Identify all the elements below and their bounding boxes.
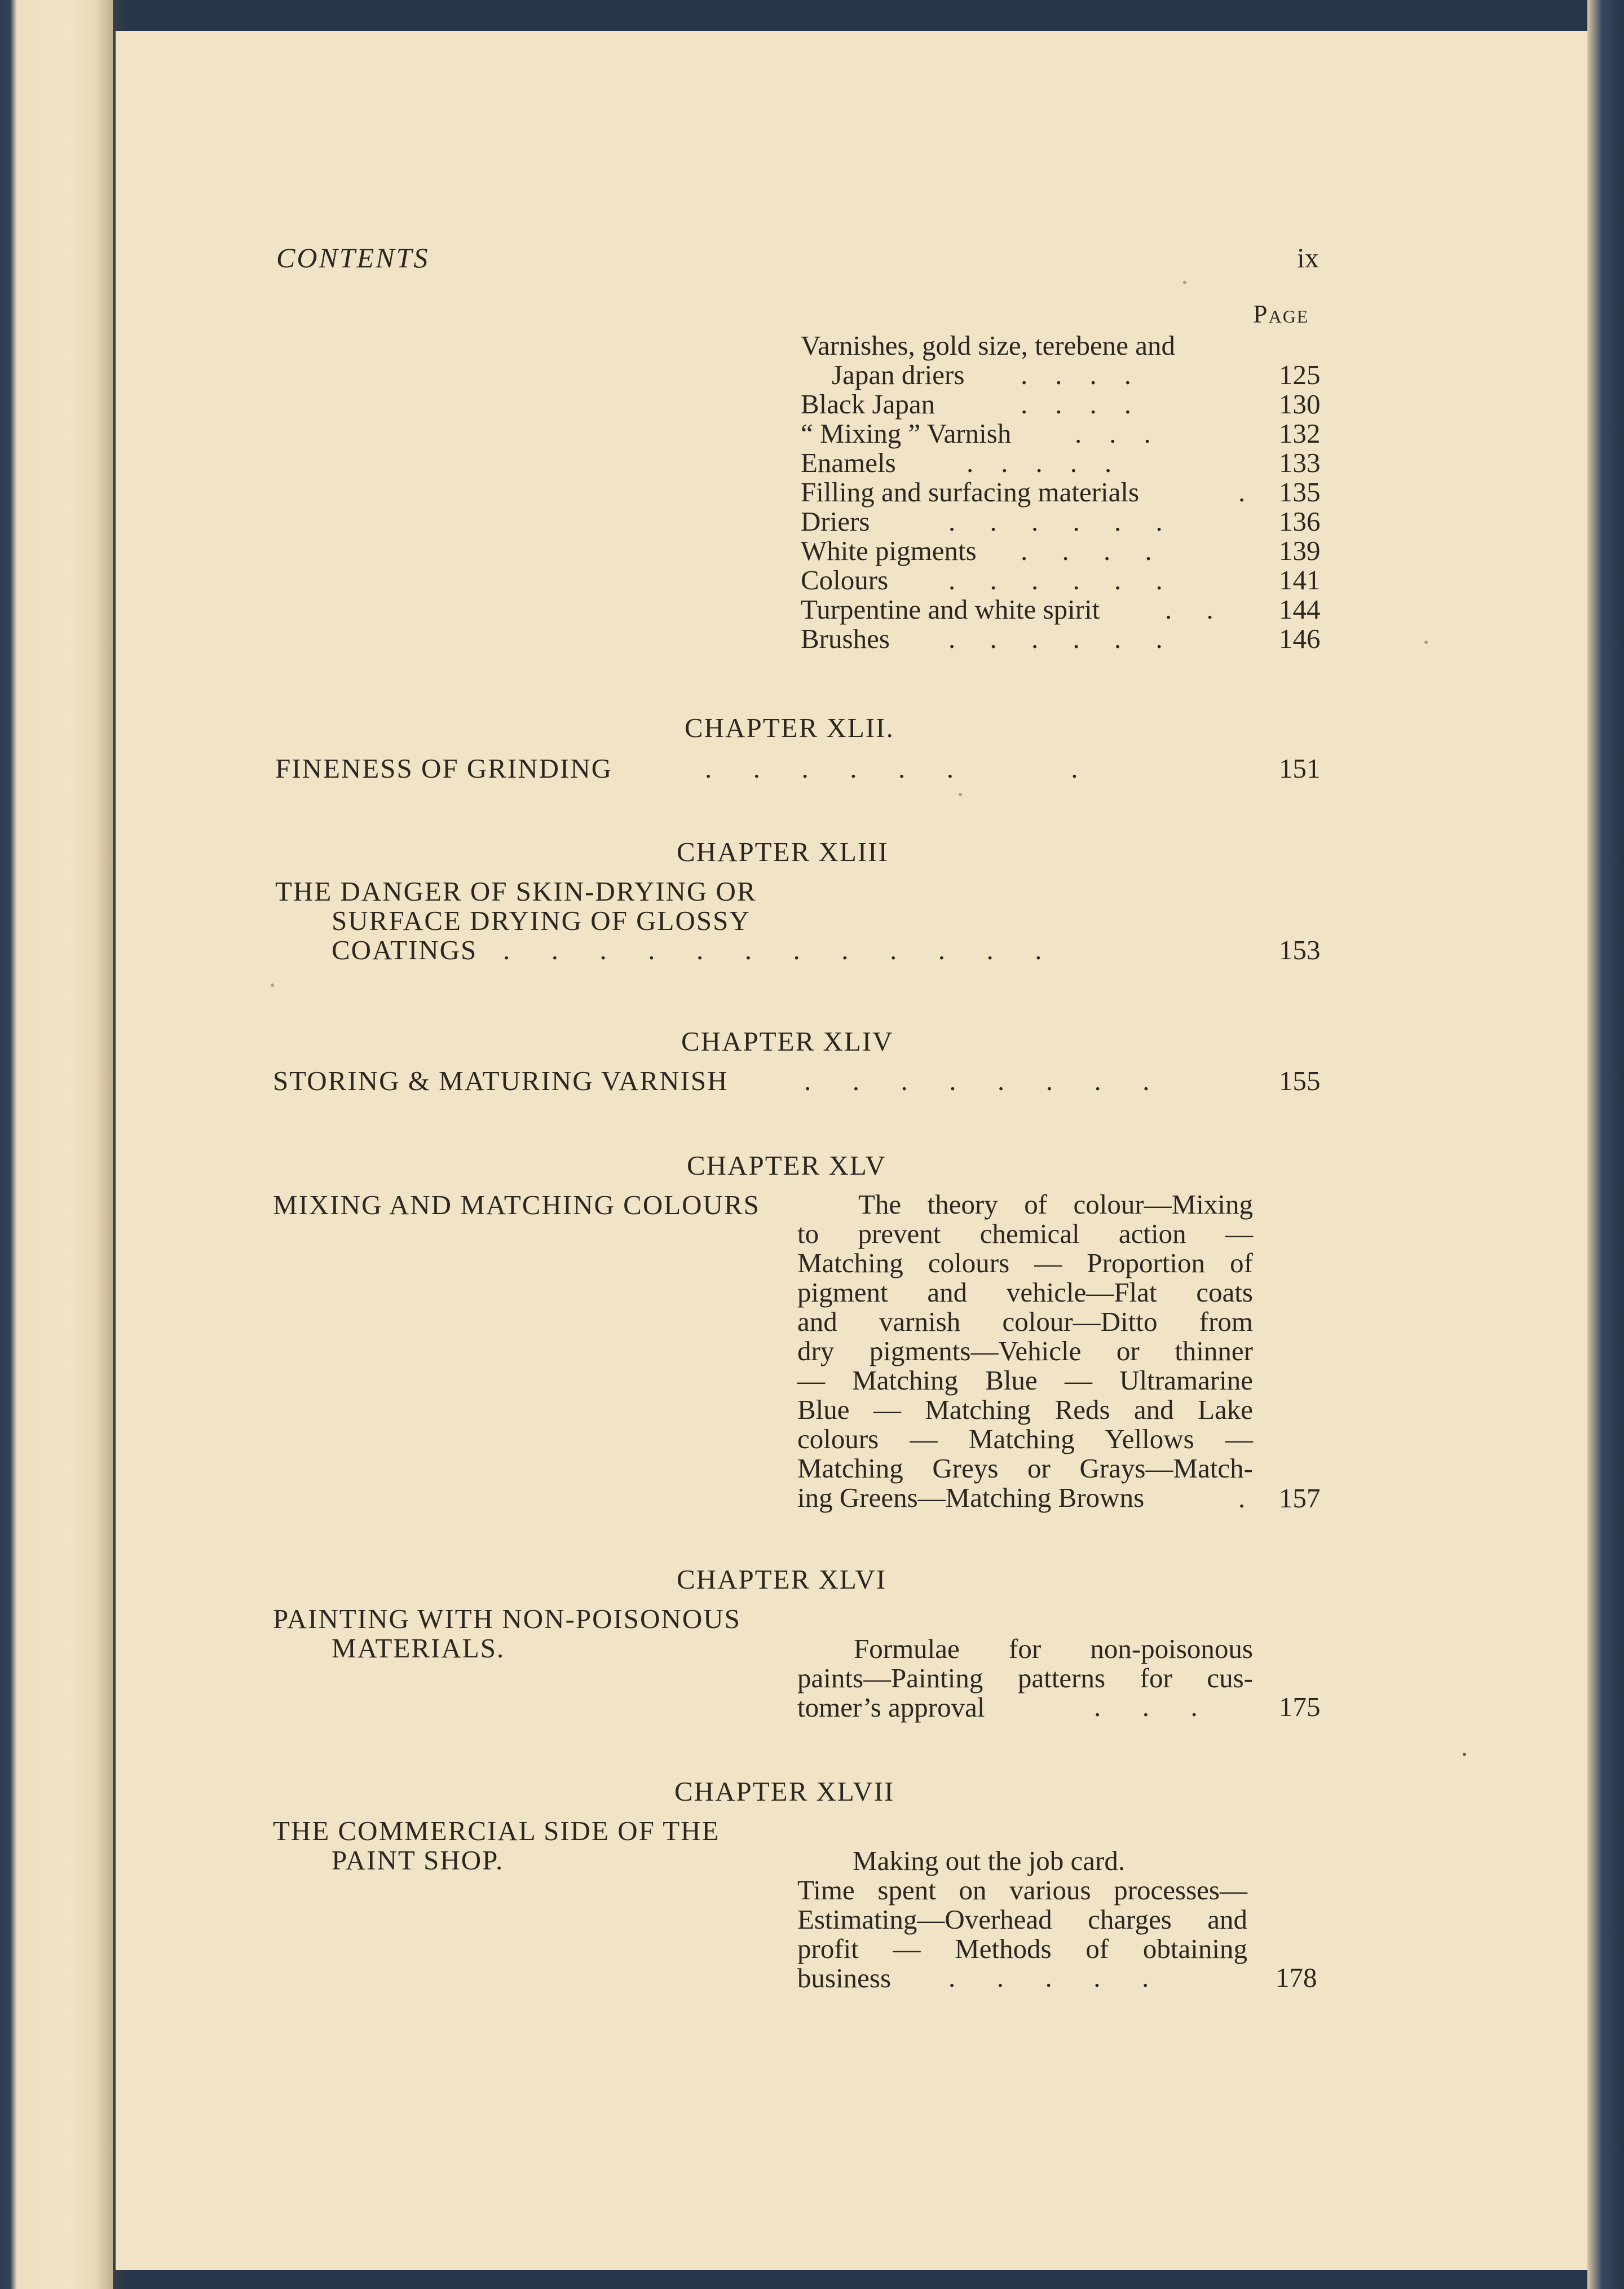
chapter-heading: CHAPTER XLV xyxy=(687,1150,886,1181)
entry-page: 125 xyxy=(1279,359,1321,390)
paper-speck xyxy=(271,983,274,987)
entry-label: Black Japan xyxy=(801,389,935,420)
summary-line: business xyxy=(797,1962,892,1993)
chapter-title: PAINT SHOP. xyxy=(332,1845,504,1876)
summary-line: pigment and vehicle—Flat coats xyxy=(797,1277,1253,1308)
summary-line: and varnish colour—Ditto from xyxy=(797,1306,1253,1337)
summary-line: Matching colours — Proportion of xyxy=(797,1247,1253,1278)
leader-dots: . . . . . . . . xyxy=(804,1065,1150,1096)
leader-dots: . . xyxy=(1165,594,1213,625)
summary-line: Time spent on various processes— xyxy=(797,1875,1247,1906)
chapter-title: MIXING AND MATCHING COLOURS xyxy=(273,1189,760,1220)
book-cover-edge xyxy=(1587,0,1624,2289)
leader-dots: . . . . xyxy=(1021,535,1152,566)
summary-line: colours — Matching Yellows — xyxy=(797,1423,1253,1454)
entry-page: 144 xyxy=(1279,594,1321,625)
leader-dots: . . . . . . . . . . . . xyxy=(503,934,1042,965)
leader-dots: . xyxy=(1238,477,1246,508)
paper-speck xyxy=(1183,281,1186,284)
running-head-page-number: ix xyxy=(1297,242,1319,274)
summary-line: Making out the job card. xyxy=(853,1845,1126,1876)
entry-page: 133 xyxy=(1279,447,1321,478)
summary-line: Matching Greys or Grays—Match- xyxy=(797,1453,1253,1484)
running-head-title: CONTENTS xyxy=(276,242,430,274)
entry-page: 141 xyxy=(1279,564,1321,596)
chapter-page: 155 xyxy=(1279,1065,1321,1096)
chapter-page: 178 xyxy=(1276,1962,1317,1993)
entry-page: 132 xyxy=(1279,418,1321,449)
entry-page: 146 xyxy=(1279,623,1321,654)
entry-label: Filling and surfacing materials xyxy=(801,477,1140,508)
leader-dots: . . . . . . xyxy=(948,506,1163,537)
entry-page: 130 xyxy=(1279,389,1321,420)
leader-dots: . . . xyxy=(1094,1691,1198,1722)
chapter-heading: CHAPTER XLVII xyxy=(674,1776,895,1807)
entry-label: Japan driers xyxy=(832,359,965,390)
chapter-page: 157 xyxy=(1279,1483,1321,1514)
chapter-title: THE DANGER OF SKIN-DRYING OR xyxy=(275,876,757,907)
entry-label: Colours xyxy=(801,564,889,596)
leader-dots: . . . . . xyxy=(967,447,1112,478)
paper-speck xyxy=(959,793,962,796)
chapter-title: SURFACE DRYING OF GLOSSY xyxy=(332,905,751,936)
entry-page: 136 xyxy=(1279,506,1321,537)
summary-line: ing Greens—Matching Browns xyxy=(797,1482,1145,1513)
entry-label: Enamels xyxy=(801,447,896,478)
summary-line: Estimating—Overhead charges and xyxy=(797,1904,1247,1935)
entry-page: 135 xyxy=(1279,477,1321,508)
chapter-title: MATERIALS. xyxy=(332,1633,505,1664)
chapter-summary xyxy=(797,1190,1253,1512)
entry-label: Turpentine and white spirit xyxy=(801,594,1100,625)
chapter-heading: CHAPTER XLIV xyxy=(681,1026,894,1057)
chapter-page: 151 xyxy=(1279,753,1321,784)
summary-line: Blue — Matching Reds and Lake xyxy=(797,1394,1253,1425)
chapter-heading: CHAPTER XLVI xyxy=(677,1564,887,1595)
entry-label: “ Mixing ” Varnish xyxy=(801,418,1012,449)
entry-label: Varnishes, gold size, terebene and xyxy=(801,330,1175,361)
chapter-title: STORING & MATURING VARNISH xyxy=(273,1065,729,1096)
leader-dots: . . . . . . . xyxy=(705,753,1078,784)
entry-label: Driers xyxy=(801,506,870,537)
paper-speck xyxy=(1463,1753,1466,1756)
summary-line: — Matching Blue — Ultramarine xyxy=(797,1365,1253,1396)
entry-label: Brushes xyxy=(801,623,890,654)
entry-page: 139 xyxy=(1279,535,1321,566)
chapter-title: THE COMMERCIAL SIDE OF THE xyxy=(273,1815,720,1846)
summary-line: profit — Methods of obtaining xyxy=(797,1933,1247,1964)
leader-dots: . . . . . . xyxy=(948,623,1163,654)
summary-line: to prevent chemical action — xyxy=(797,1218,1253,1249)
summary-line: tomer’s approval xyxy=(797,1692,985,1723)
leader-dots: . . . . . xyxy=(948,1962,1149,1993)
chapter-title: FINENESS OF GRINDING xyxy=(275,753,613,784)
leader-dots: . . . . . . xyxy=(948,564,1163,596)
leader-dots: . . . . xyxy=(1021,359,1131,390)
leader-dots: . xyxy=(1238,1483,1246,1514)
chapter-page: 153 xyxy=(1279,934,1321,965)
leader-dots: . . . xyxy=(1075,418,1151,449)
summary-line: The theory of colour—Mixing xyxy=(858,1189,1253,1220)
chapter-title: PAINTING WITH NON-POISONOUS xyxy=(273,1603,741,1634)
chapter-heading: CHAPTER XLII. xyxy=(685,712,894,743)
leader-dots: . . . . xyxy=(1021,389,1131,420)
summary-line: dry pigments—Vehicle or thinner xyxy=(797,1335,1253,1366)
page-column-label: Page xyxy=(1253,299,1309,328)
chapter-title: COATINGS xyxy=(332,934,478,965)
chapter-page: 175 xyxy=(1279,1691,1321,1722)
summary-line: paints—Painting patterns for cus- xyxy=(797,1662,1253,1693)
entry-label: White pigments xyxy=(801,535,977,566)
chapter-heading: CHAPTER XLIII xyxy=(677,836,889,867)
summary-line: Formulae for non-poisonous xyxy=(854,1633,1253,1664)
paper-speck xyxy=(1424,641,1428,644)
